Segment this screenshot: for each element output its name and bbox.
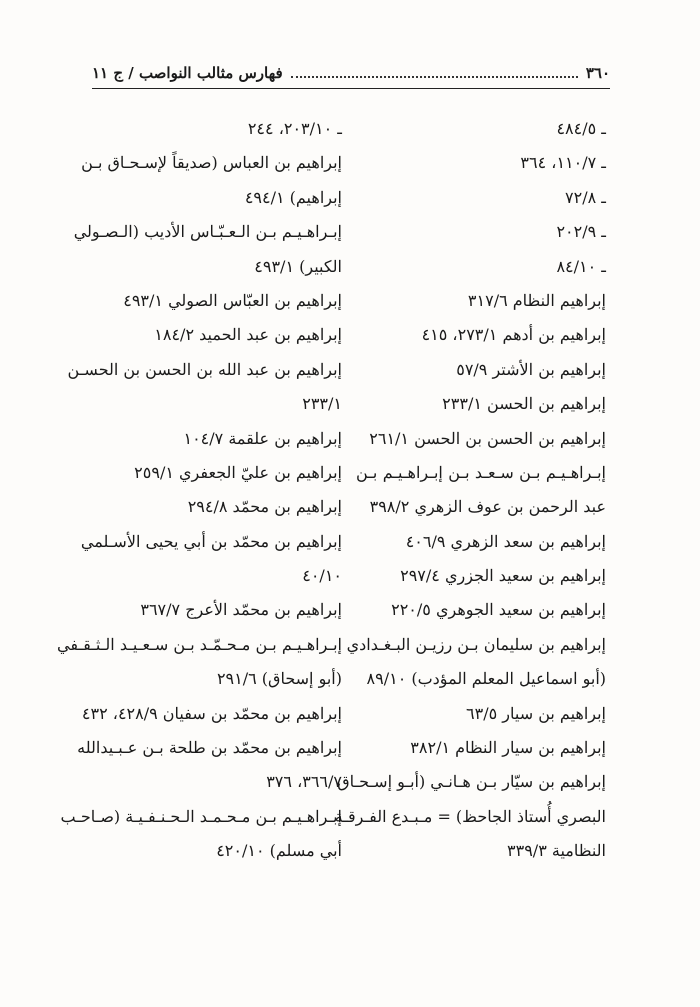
index-entry-line: ٢٣٣/١ (302, 394, 342, 414)
index-entry-line: إبراهيم بن سيار ٦٣/٥ (466, 703, 606, 723)
index-entry-line: إبراهيم بن الحسن ٢٣٣/١ (442, 394, 606, 414)
index-entry-line: إبراهيم بن محمّد الأعرج ٣٦٧/٧ (140, 600, 342, 620)
index-entry-line: إبراهيم بن العبّاس الصولي ٤٩٣/١ (123, 290, 342, 310)
index-entry-line: ٣٦٦/٧، ٣٧٦ (266, 772, 342, 792)
index-entry-line: النظامية ٣٣٩/٣ (507, 841, 606, 861)
index-entry-line: ٤٠/١٠ (302, 566, 342, 586)
header-title: فهارس مثالب النواصب / ج ١١ (92, 64, 283, 82)
index-entry-line: إبراهيم بن عبد الحميد ١٨٤/٢ (154, 325, 342, 345)
index-entry-line: إبراهيم بن أدهم ٢٧٣/١، ٤١٥ (421, 325, 606, 345)
index-entry-line: إبراهيم بن سيّار بـن هـانـي (أبـو إسـحـاق (337, 772, 606, 792)
header-dot-leader (291, 64, 578, 78)
index-entry-line: إبراهيم بن الحسن بن الحسن ٢٦١/١ (369, 428, 606, 448)
index-entry-line: إبراهيم بن سعد الزهري ٤٠٦/٩ (405, 531, 606, 551)
index-entry-line: ـ ٤٨٤/٥ (556, 119, 606, 138)
index-entry-line: إبراهيم بن سيار النظام ٣٨٢/١ (410, 738, 606, 758)
index-entry-line: ـ ١١٠/٧، ٣٦٤ (520, 153, 606, 173)
index-entry-line: إبراهيم النظام ٣١٧/٦ (467, 290, 606, 310)
index-entry-line: ـ ٨٤/١٠ (556, 256, 606, 276)
index-entry-line: أبي مسلم) ٤٢٠/١٠ (216, 841, 342, 861)
index-entry-line: إبراهيم بن سعيد الجوهري ٢٢٠/٥ (391, 600, 606, 620)
index-entry-line: إبراهيم بن عبد الله بن الحسن بن الحسـن (67, 359, 342, 379)
index-entry-line: إبراهيم بن الأشتر ٥٧/٩ (456, 359, 606, 379)
index-entry-line: ـ ٢٠٢/٩ (556, 222, 606, 242)
index-entry-line: إبراهيم بن محمّد بن سفيان ٤٢٨/٩، ٤٣٢ (81, 703, 342, 723)
running-header (92, 64, 610, 86)
index-entry-line: عبد الرحمن بن عوف الزهري ٣٩٨/٢ (369, 497, 606, 517)
index-entry-line: إبراهيم) ٤٩٤/١ (244, 187, 342, 207)
header-rule (92, 88, 610, 89)
index-entry-line: إبراهيم بن عليّ الجعفري ٢٥٩/١ (134, 462, 342, 482)
index-column-left (57, 112, 342, 869)
index-column-right (334, 112, 606, 869)
index-entry-line: ـ ٧٢/٨ (565, 187, 606, 207)
index-entry-line: إبـراهـيـم بـن الـعـبّـاس الأديب (الـصـولي (73, 222, 342, 242)
index-entry-line: إبـراهـيـم بـن مـحـمـد الـحـنـفـيـة (صـاحـب (60, 806, 342, 826)
index-entry-line: البصري أُستاذ الجاحظ) = مـبـدع الفـرقـة (334, 806, 606, 826)
index-entry-line: إبـراهـيـم بـن سـعـد بـن إبـراهـيـم بـن (356, 462, 606, 482)
index-entry-line: إبـراهـيـم بـن مـحـمّـد بـن سـعـيـد الـثـقـفي (57, 634, 342, 654)
index-entry-line: (أبو إسحاق) ٢٩١/٦ (216, 669, 342, 689)
index-entry-line: ـ ٢٠٣/١٠، ٢٤٤ (247, 119, 342, 138)
index-entry-line: الكبير) ٤٩٣/١ (254, 256, 342, 276)
index-entry-line: إبراهيم بن علقمة ١٠٤/٧ (183, 428, 342, 448)
index-entry-line: إبراهيم بن سليمان بـن رزيـن البـغـدادي (346, 634, 606, 654)
index-entry-line: إبراهيم بن محمّد بن أبي يحيى الأسـلمي (80, 531, 342, 551)
page-number: ٣٦٠ (585, 64, 610, 82)
index-entry-line: إبراهيم بن محمّد ٢٩٤/٨ (187, 497, 342, 517)
index-entry-line: (أبو اسماعيل المعلم المؤدب) ٨٩/١٠ (366, 669, 606, 689)
index-entry-line: إبراهيم بن سعيد الجزري ٢٩٧/٤ (400, 566, 606, 586)
index-entry-line: إبراهيم بن محمّد بن طلحة بـن عـبـيدالله (77, 738, 342, 758)
index-entry-line: إبراهيم بن العباس (صديقاً لإسـحـاق بـن (81, 153, 342, 173)
